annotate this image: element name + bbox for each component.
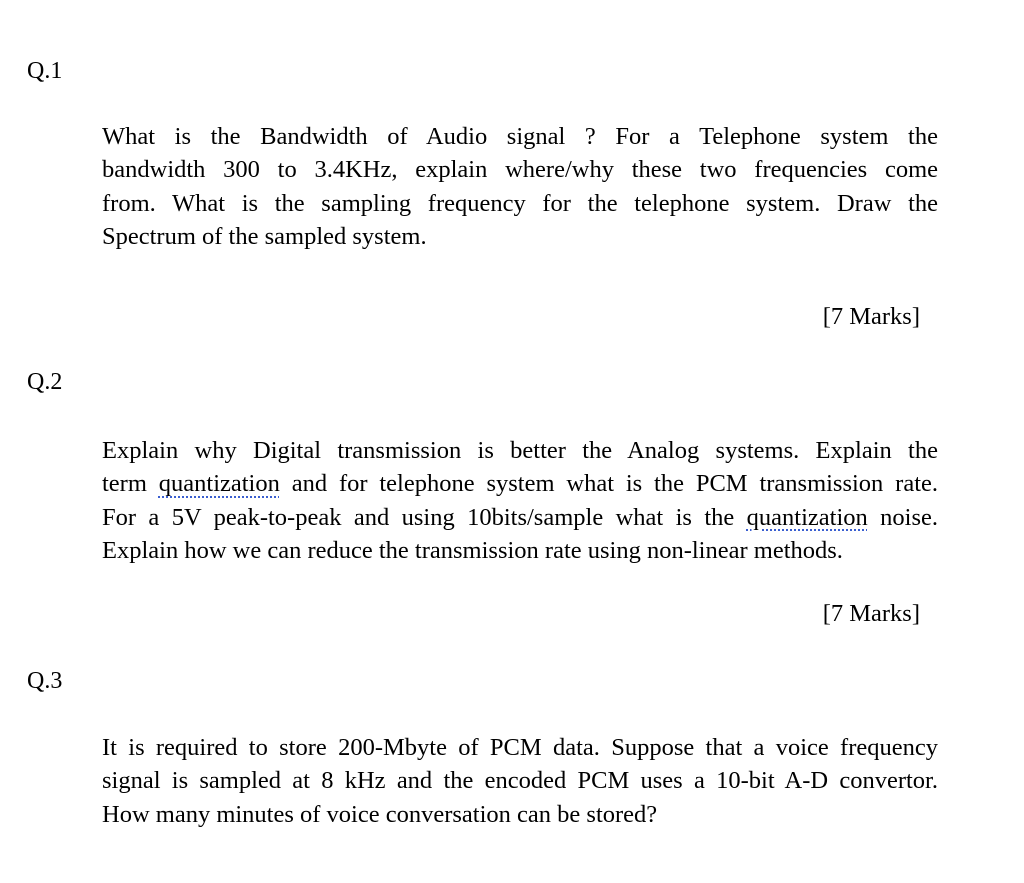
question-number: Q.1 xyxy=(27,58,63,84)
text-line: How many minutes of voice conversation can be stored? xyxy=(102,800,658,828)
text-line: Explain why Digital transmission is better the Analog systems. Explain the xyxy=(102,437,938,464)
text-line xyxy=(102,467,938,500)
marks-label: [7 Marks] xyxy=(822,600,920,627)
question-text xyxy=(102,731,938,831)
text-line: signal is sampled at 8 kHz and the encoded PCM uses a 10-bit A-D convertor. xyxy=(102,767,938,795)
text-line: Spectrum of the sampled system. xyxy=(102,222,427,250)
spellcheck-word[interactable]: quantization xyxy=(158,470,280,498)
text-segment: term xyxy=(102,470,159,498)
question-text xyxy=(102,120,938,253)
text-line xyxy=(102,501,938,534)
marks-label: [7 Marks] xyxy=(822,303,920,330)
spellcheck-word[interactable]: quantization xyxy=(746,503,868,531)
question-text xyxy=(102,434,938,567)
text-line: What is the Bandwidth of Audio signal ? For a Telephone system the xyxy=(102,123,938,150)
text-line: bandwidth 300 to 3.4KHz, explain where/why these two frequencies come xyxy=(102,156,938,184)
text-line: Explain how we can reduce the transmission rate using non-linear methods. xyxy=(102,536,843,564)
text-segment: noise. xyxy=(867,503,938,531)
text-segment: and for telephone system what is the PCM transmission rate. xyxy=(279,470,938,498)
text-line: It is required to store 200-Mbyte of PCM data. Suppose that a voice frequency xyxy=(102,734,938,761)
text-segment: For a 5V peak-to-peak and using 10bits/sample what is the xyxy=(102,503,747,531)
question-number: Q.2 xyxy=(27,369,63,395)
question-number: Q.3 xyxy=(27,668,63,694)
text-line: from. What is the sampling frequency for the telephone system. Draw the xyxy=(102,189,938,217)
